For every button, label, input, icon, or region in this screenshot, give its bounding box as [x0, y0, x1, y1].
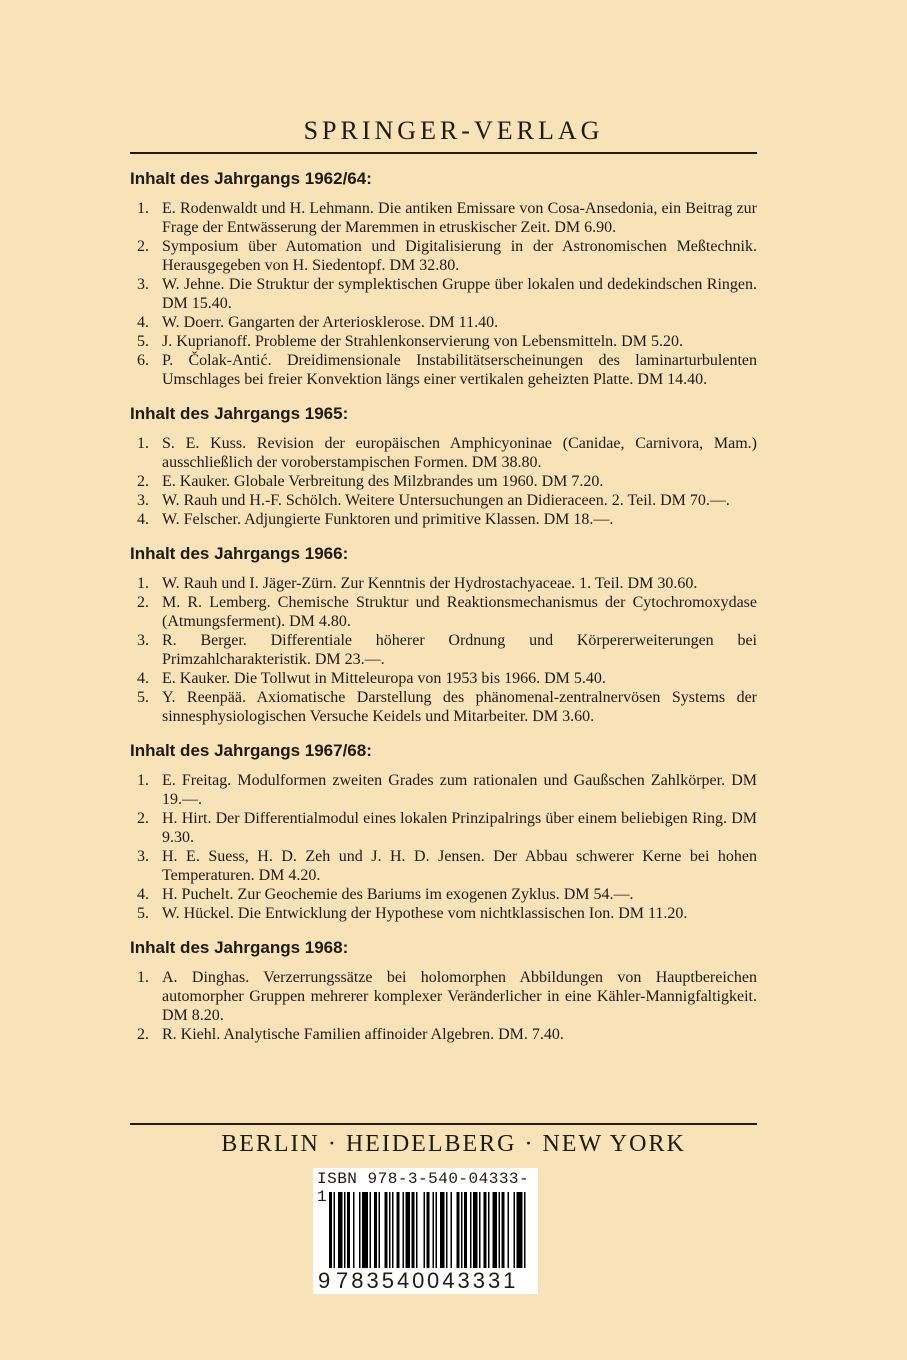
entry-number: 2.: [137, 473, 149, 490]
publisher-name: SPRINGER-VERLAG: [303, 116, 604, 145]
volume-section: [130, 740, 757, 923]
list-item: [130, 593, 757, 631]
barcode-bar: [473, 1192, 478, 1268]
entry-number: 3.: [137, 632, 149, 649]
list-item: [130, 809, 757, 847]
list-item: [130, 472, 757, 491]
list-item: [130, 510, 757, 529]
entry-text: M. R. Lemberg. Chemische Struktur und Reaktionsmechanismus der Cytochromoxydase (Atmungsferment). DM 4.80.: [162, 594, 757, 630]
barcode-bar: [379, 1192, 381, 1268]
section-title: Inhalt des Jahrgangs 1967/68:: [130, 741, 372, 760]
ean-left-digits: 783540: [336, 1268, 428, 1293]
list-item: [130, 968, 757, 1025]
bottom-divider: [130, 1123, 757, 1125]
list-item: [130, 885, 757, 904]
entry-number: 4.: [137, 886, 149, 903]
barcode-bar: [344, 1192, 346, 1268]
list-item: [130, 1025, 757, 1044]
entry-list: [130, 968, 757, 1044]
entry-text: E. Kauker. Die Tollwut in Mitteleuropa von 1953 bis 1966. DM 5.40.: [162, 670, 606, 687]
list-item: [130, 199, 757, 237]
barcode-bar: [433, 1192, 435, 1268]
barcode-bar: [479, 1192, 481, 1268]
barcode-bar: [508, 1192, 510, 1268]
barcode-bar: [329, 1192, 332, 1268]
barcode-bar: [502, 1192, 505, 1268]
list-item: [130, 237, 757, 275]
entry-text: W. Rauh und H.-F. Schölch. Weitere Untersuchungen an Didieraceen. 2. Teil. DM 70.—.: [162, 492, 730, 509]
list-item: [130, 847, 757, 885]
barcode-bar: [389, 1192, 391, 1268]
section-title: Inhalt des Jahrgangs 1962/64:: [130, 169, 372, 188]
list-item: [130, 688, 757, 726]
barcode-bar: [392, 1192, 394, 1268]
entry-text: W. Felscher. Adjungierte Funktoren und primitive Klassen. DM 18.—.: [162, 511, 614, 528]
publisher-cities: BERLIN · HEIDELBERG · NEW YORK: [221, 1131, 686, 1157]
entry-text: J. Kuprianoff. Probleme der Strahlenkonservierung von Lebensmitteln. DM 5.20.: [162, 333, 683, 350]
section-title: Inhalt des Jahrgangs 1968:: [130, 938, 349, 957]
entry-text: W. Jehne. Die Struktur der symplektischen Gruppe über lokalen und dedekindschen Ringen. DM 15.40.: [162, 276, 757, 312]
entry-text: H. Puchelt. Zur Geochemie des Bariums im exogenen Zyklus. DM 54.—.: [162, 886, 634, 903]
barcode-bar: [416, 1192, 418, 1268]
barcode-bar: [470, 1192, 472, 1268]
entry-number: 3.: [137, 276, 149, 293]
barcode-bar: [514, 1192, 516, 1268]
volume-section: [130, 403, 757, 529]
list-item: [130, 313, 757, 332]
entry-text: Symposium über Automation und Digitalisierung in der Astronomischen Meßtechnik. Herausgegeben von H. Siedentopf. DM 32.80.: [162, 238, 757, 274]
entry-list: [130, 434, 757, 529]
entry-text: Y. Reenpää. Axiomatische Darstellung des phänomenal-zentralnervösen Systems der sinnesphysiologischen Versuche Keidels und Mitarbeiter. DM 3.60.: [162, 689, 757, 725]
barcode-bar: [412, 1192, 415, 1268]
barcode-bar: [397, 1192, 400, 1268]
entry-text: H. E. Suess, H. D. Zeh und J. H. D. Jensen. Der Abbau schwerer Kerne bei hohen Temperaturen. DM 4.20.: [162, 848, 757, 884]
barcode-bar: [451, 1192, 453, 1268]
list-item: [130, 434, 757, 472]
entry-number: 2.: [137, 810, 149, 827]
entry-number: 3.: [137, 848, 149, 865]
list-item: [130, 332, 757, 351]
entry-text: W. Hückel. Die Entwicklung der Hypothese vom nichtklassischen Ion. DM 11.20.: [162, 905, 688, 922]
entry-text: E. Kauker. Globale Verbreitung des Milzbrandes um 1960. DM 7.20.: [162, 473, 604, 490]
entry-text: W. Doerr. Gangarten der Arteriosklerose. DM 11.40.: [162, 314, 499, 331]
entry-number: 1.: [137, 772, 149, 789]
section-title: Inhalt des Jahrgangs 1965:: [130, 404, 349, 423]
barcode-bar: [359, 1192, 361, 1268]
entry-number: 2.: [137, 594, 149, 611]
entry-text: R. Berger. Differentiale höherer Ordnung und Körpererweiterungen bei Primzahlcharakteristik. DM 23.—.: [162, 632, 757, 668]
list-item: [130, 351, 757, 389]
entry-text: P. Čolak-Antić. Dreidimensionale Instabilitätserscheinungen des laminarturbulenten Umschlages bei freier Konvektion längs einer vertikalen geheizten Platte. DM 14.40.: [162, 352, 757, 388]
entry-text: H. Hirt. Der Differentialmodul eines lokalen Prinzipalrings über einem beliebigen Ring. DM 9.30.: [162, 810, 757, 846]
barcode-bar: [493, 1192, 498, 1268]
list-item: [130, 275, 757, 313]
entry-number: 2.: [137, 1026, 149, 1043]
entry-number: 6.: [137, 352, 149, 369]
list-item: [130, 631, 757, 669]
barcode-bar: [499, 1192, 501, 1268]
entry-text: A. Dinghas. Verzerrungssätze bei holomorphen Abbildungen von Hauptbereichen automorpher Gruppen mehrerer komplexer Veränderlicher in eine Kähler-Mannigfaltigkeit. DM 8.20.: [162, 969, 757, 1024]
barcode-bar: [406, 1192, 411, 1268]
barcode-bar: [424, 1192, 426, 1268]
barcode-bar: [524, 1192, 526, 1268]
isbn-label: ISBN 978-3-540-04333-1: [317, 1170, 530, 1206]
entry-number: 4.: [137, 511, 149, 528]
entry-text: W. Rauh und I. Jäger-Zürn. Zur Kenntnis der Hydrostachyaceae. 1. Teil. DM 30.60.: [162, 575, 698, 592]
barcode-bar: [353, 1192, 355, 1268]
barcode-bar: [338, 1192, 343, 1268]
barcode-bar: [334, 1192, 336, 1268]
entry-number: 2.: [137, 238, 149, 255]
ean-right-digits: 043331: [427, 1268, 519, 1293]
entry-list: [130, 199, 757, 389]
volume-section: [130, 543, 757, 726]
entry-number: 4.: [137, 670, 149, 687]
barcode-bar: [374, 1192, 377, 1268]
barcode-bar: [385, 1192, 388, 1268]
barcode-bar: [427, 1192, 430, 1268]
entry-number: 3.: [137, 492, 149, 509]
entry-text: R. Kiehl. Analytische Familien affinoider Algebren. DM. 7.40.: [162, 1026, 564, 1043]
entry-number: 1.: [137, 969, 149, 986]
volume-section: [130, 937, 757, 1044]
entry-number: 1.: [137, 575, 149, 592]
barcode-bar: [461, 1192, 463, 1268]
entry-number: 4.: [137, 314, 149, 331]
entry-number: 5.: [137, 333, 149, 350]
entry-text: E. Rodenwaldt und H. Lehmann. Die antiken Emissare von Cosa-Ansedonia, ein Beitrag zur Frage der Entwässerung der Maremmen in etruskischer Zeit. DM 6.90.: [162, 200, 757, 236]
section-title: Inhalt des Jahrgangs 1966:: [130, 544, 349, 563]
barcode-bar: [440, 1192, 445, 1268]
barcode-bar: [370, 1192, 372, 1268]
list-item: [130, 904, 757, 923]
barcode-bar: [488, 1192, 490, 1268]
barcode-bar: [517, 1192, 523, 1268]
barcode-bar: [403, 1192, 405, 1268]
entry-list: [130, 771, 757, 923]
barcode-bar: [347, 1192, 350, 1268]
entry-number: 5.: [137, 689, 149, 706]
ean-first-digit: 9: [318, 1268, 331, 1293]
entry-number: 1.: [137, 200, 149, 217]
barcode-bar: [457, 1192, 460, 1268]
entry-text: S. E. Kuss. Revision der europäischen Amphicyoninae (Canidae, Carnivora, Mam.) ausschließlich der voroberstampischen Formen. DM 38.80.: [162, 435, 757, 471]
entry-number: 5.: [137, 905, 149, 922]
barcode-bar: [446, 1192, 448, 1268]
barcode-bar: [436, 1192, 438, 1268]
list-item: [130, 669, 757, 688]
entry-number: 1.: [137, 435, 149, 452]
barcode-bar: [362, 1192, 368, 1268]
list-item: [130, 771, 757, 809]
list-item: [130, 574, 757, 593]
list-item: [130, 491, 757, 510]
barcode-bar: [484, 1192, 487, 1268]
entry-list: [130, 574, 757, 726]
barcode-bar: [464, 1192, 467, 1268]
contents-list: [130, 168, 757, 1058]
entry-text: E. Freitag. Modulformen zweiten Grades zum rationalen und Gaußschen Zahlkörper. DM 19.—.: [162, 772, 757, 808]
volume-section: [130, 168, 757, 389]
top-divider: [130, 152, 757, 154]
